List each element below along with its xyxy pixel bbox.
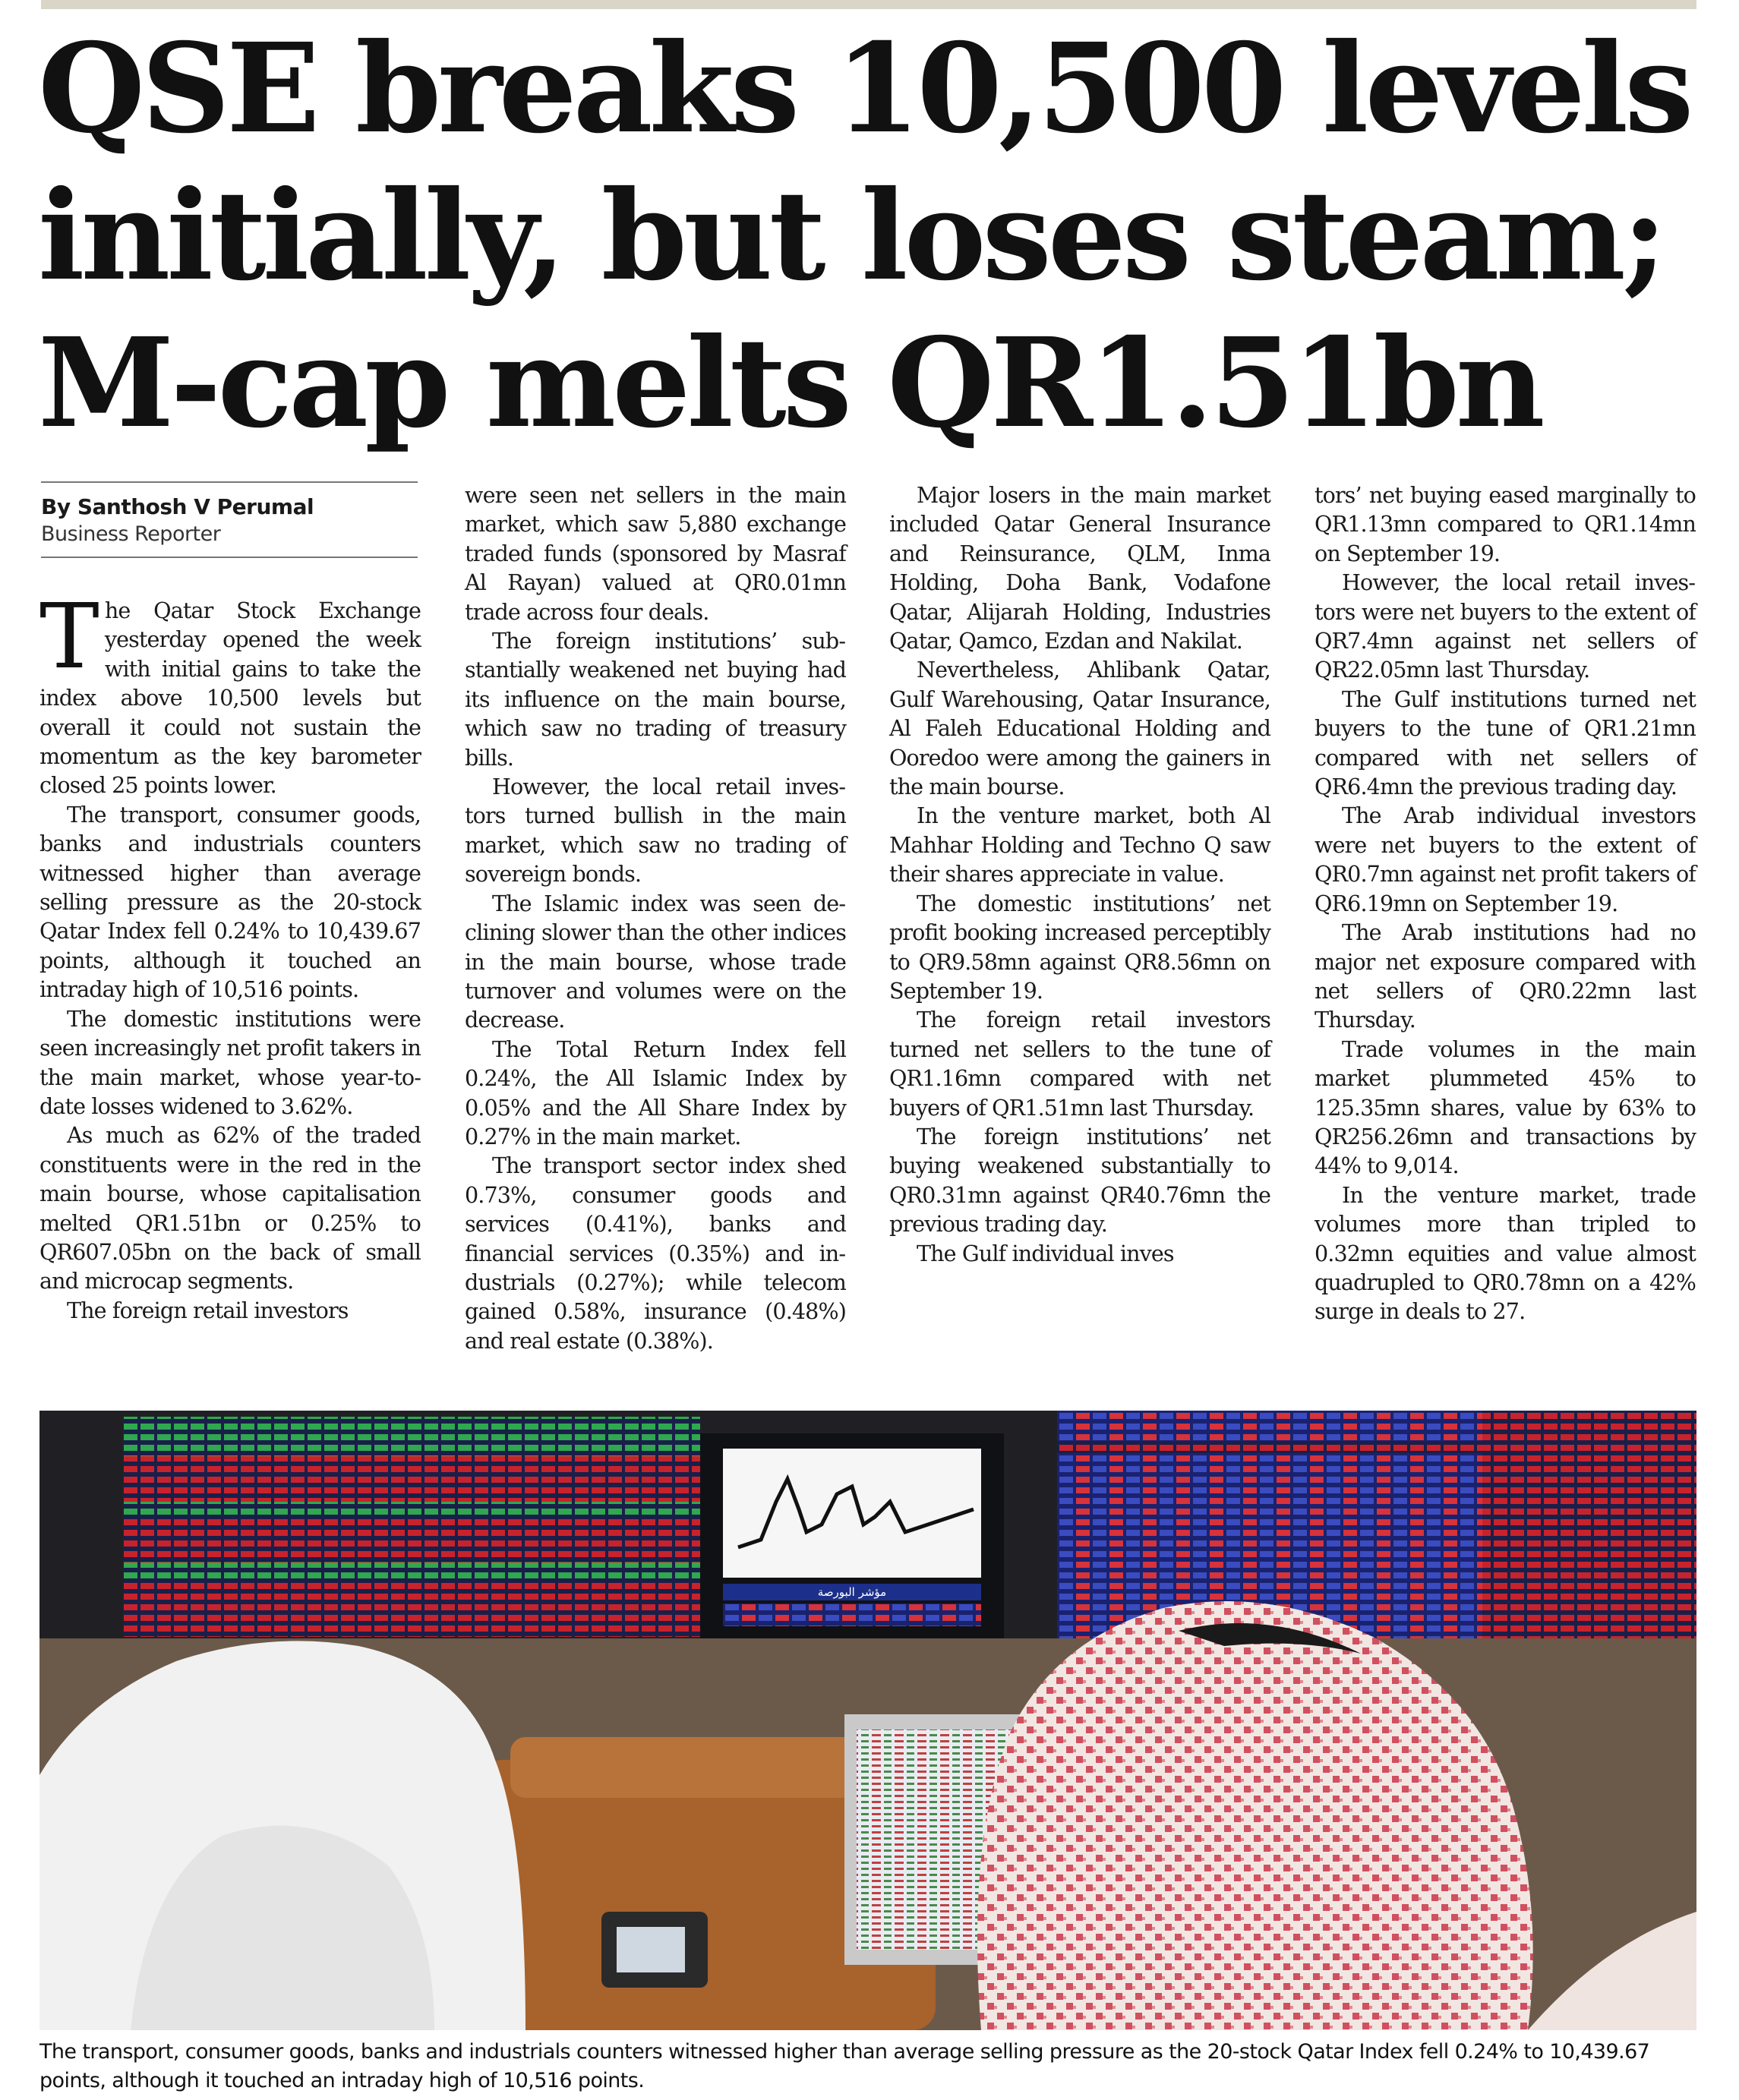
article-paragraph: However, the local retail investors turned bullish in the main market, which saw no trading of sovereign bonds. xyxy=(465,774,846,888)
article-paragraph: The transport sector index shed 0.73%, consumer goods and services (0.41%), banks and financial services (0.35%) and industrials (0.27%); while telecom gained 0.58%, insurance (0.48%) and real estate (0.38%). xyxy=(465,1152,846,1354)
headline-line-3: M-cap melts QR1.51bn xyxy=(38,311,1542,456)
article-paragraph: In the venture market, trade volumes more than tripled to 0.32mn equities and value almost quadrupled to QR0.78mn on a 42% surge in deals to 27. xyxy=(1315,1181,1696,1325)
drop-cap: T xyxy=(39,584,99,689)
article-paragraph: Trade volumes in the main market plummeted 45% to 125.35mn shares, value by 63% to QR256.26mn and transactions by 44% to 9,014. xyxy=(1315,1036,1696,1179)
article-paragraph: The foreign institutions’ net buying weakened substantially to QR0.31mn against QR40.76mn the previous trading day. xyxy=(889,1123,1270,1238)
article-paragraph: Major losers in the main market included Qatar General Insurance and Reinsurance, QLM, Inma Holding, Doha Bank, Vodafone Qatar, Alijarah Holding, Industries Qatar, Qamco, Ezdan and Nakilat. xyxy=(889,482,1270,654)
article-paragraph: The Gulf institutions turned net buyers to the tune of QR1.21mn compared with net sellers of QR6.4mn the previous trading day. xyxy=(1315,686,1696,800)
article-column-4 xyxy=(1315,481,1696,1386)
byline xyxy=(41,481,418,558)
article-paragraph: The foreign retail investors xyxy=(67,1297,349,1323)
article-paragraph: The domestic institutions were seen increasingly net profit takers in the main market, whose year-to-date losses widened to 3.62%. xyxy=(39,1005,421,1119)
article-paragraph: The foreign retail investors turned net sellers to the tune of QR1.16mn compared with net buyers of QR1.51mn last Thursday. xyxy=(889,1007,1270,1121)
article-paragraph xyxy=(39,584,421,800)
article-paragraph: The Arab institutions had no major net exposure compared with net sellers of QR0.22mn last Thursday. xyxy=(1315,919,1696,1033)
headline-line-2: initially, but loses steam; xyxy=(38,164,1664,308)
article-paragraph: The Islamic index was seen declining slower than the other indices in the main bourse, whose trade turnover and volumes were on the decrease. xyxy=(465,890,846,1033)
headline xyxy=(38,15,1701,457)
top-rule xyxy=(41,0,1696,9)
article-paragraph: However, the local retail investors were net buyers to the extent of QR7.4mn against net sellers of QR22.05mn last Thursday. xyxy=(1315,569,1696,683)
article-column-1 xyxy=(39,584,421,1386)
article-paragraph: The Arab individual investors were net buyers to the extent of QR0.7mn against net profit takers of QR6.19mn on September 19. xyxy=(1315,802,1696,916)
byline-rule-bottom xyxy=(41,557,418,558)
lead-text: he Qatar Stock Exchange yesterday opened the week with initial gains to take the index above 10,500 levels but overall it could not sustain the momentum as the key barometer closed 25 points lower. xyxy=(39,598,421,799)
article-paragraph: The foreign institutions’ substantially weakened net buying had its influence on the main bourse, which saw no trading of treasury bills. xyxy=(465,628,846,771)
byline-name: By Santhosh V Perumal xyxy=(41,494,314,519)
article-paragraph: were seen net sellers in the main market, which saw 5,880 exchange traded funds (sponsored by Masraf Al Rayan) valued at QR0.01mn trade across four deals. xyxy=(465,482,846,625)
article-paragraph: In the venture market, both Al Mahhar Holding and Techno Q saw their shares appreciate in value. xyxy=(889,802,1270,888)
article-paragraph: The Total Return Index fell 0.24%, the All Islamic Index by 0.05% and the All Share Index by 0.27% in the main market. xyxy=(465,1036,846,1149)
article-paragraph: As much as 62% of the traded constituents were in the red in the main bourse, whose capitalisation melted QR1.51bn or 0.25% to QR607.05bn on the back of small and microcap segments. xyxy=(39,1122,421,1294)
article-column-3 xyxy=(889,481,1270,1386)
article-paragraph: The domestic institutions’ net profit booking increased perceptibly to QR9.58mn against QR8.56mn on September 19. xyxy=(889,890,1270,1004)
article-paragraph: Nevertheless, Ahlibank Qatar, Gulf Warehousing, Qatar Insurance, Al Faleh Educational Holding and Ooredoo were among the gainers in the main bourse. xyxy=(889,657,1270,800)
article-paragraph: The Gulf individual inves xyxy=(917,1240,1174,1266)
screen-label: مؤشر البورصة xyxy=(817,1585,887,1599)
byline-rule-top xyxy=(41,481,418,483)
trading-floor-photo xyxy=(39,1411,1696,2030)
photo-caption: The transport, consumer goods, banks and industrials counters witnessed higher than average selling pressure as the 20-stock Qatar Index fell 0.24% to 10,439.67 points, although it touched an intraday high of 10,516 points. xyxy=(39,2040,1650,2092)
article-column-2 xyxy=(465,481,846,1386)
headline-line-1: QSE breaks 10,500 levels xyxy=(38,17,1690,161)
photo-illustration xyxy=(39,1411,1696,2030)
article-paragraph: The transport, consumer goods, banks and industrials counters witnessed higher than average selling pressure as the 20-stock Qatar Index fell 0.24% to 10,439.67 points, although it touched an intraday high of 10,516 points. xyxy=(39,801,421,1003)
article-paragraph: tors’ net buying eased marginally to QR1.13mn compared to QR1.14mn on September 19. xyxy=(1315,482,1696,566)
byline-role: Business Reporter xyxy=(41,522,221,546)
